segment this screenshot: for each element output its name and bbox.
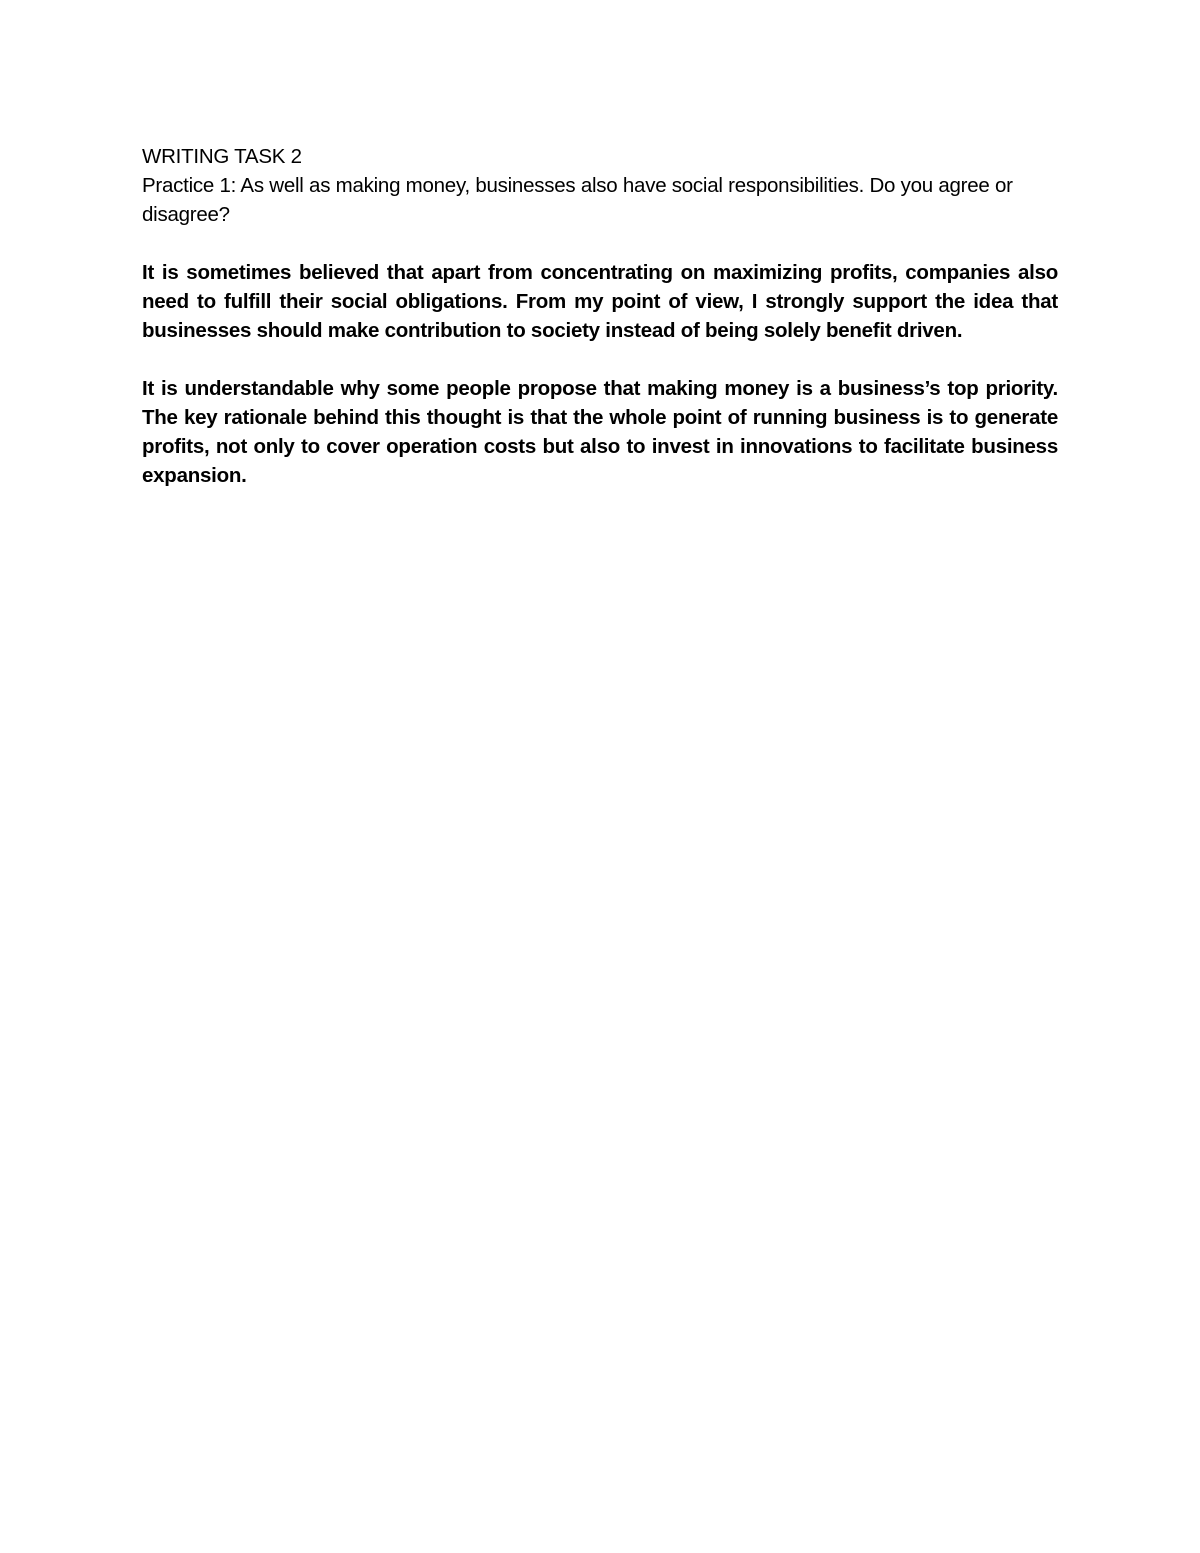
prompt-text: As well as making money, businesses also have social responsibilities. Do you agree or disagree?	[142, 174, 1013, 226]
essay-paragraph-1: It is sometimes believed that apart from concentrating on maximizing profits, companies also need to fulfill their social obligations. From my point of view, I strongly support the idea that businesses should make contribution to society instead of being solely benefit driven.	[142, 261, 1058, 342]
prompt-label: Practice 1:	[142, 174, 237, 197]
essay-paragraph-2: It is understandable why some people propose that making money is a business’s top priority. The key rationale behind this thought is that the whole point of running business is to generate profits, not only to cover operation costs but also to invest in innovations to facilitate business expansion.	[142, 377, 1058, 487]
document-title: WRITING TASK 2	[142, 145, 302, 168]
document-body	[142, 142, 1058, 490]
task-prompt	[142, 171, 1058, 229]
